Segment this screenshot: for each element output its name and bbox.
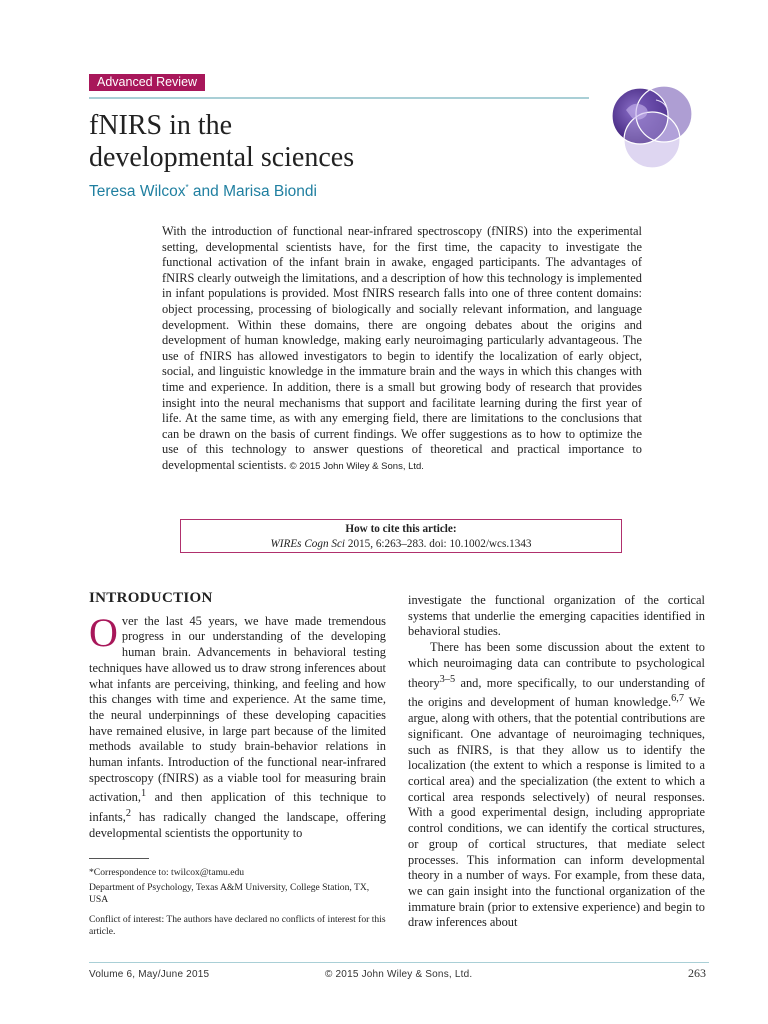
citation-text — [181, 537, 621, 552]
page-number: 263 — [688, 966, 706, 980]
footer-copyright: © 2015 John Wiley & Sons, Ltd. — [325, 969, 473, 980]
intro-paragraph-2 — [408, 640, 705, 931]
article-type-badge: Advanced Review — [89, 74, 205, 91]
citation-box — [180, 519, 622, 553]
intro-p2-part-b: and, more specifically, to our understanding of the origins and development of human knowledge. — [408, 675, 705, 710]
intro-p1-continued: investigate the functional organization of the cortical systems that underlie the emerging capacities identified in behavioral studies. — [408, 593, 705, 639]
section-heading-introduction: INTRODUCTION — [89, 590, 213, 606]
header-rule — [89, 97, 589, 99]
footer-rule — [89, 962, 709, 963]
correspondence-mark: * — [185, 183, 189, 192]
citation-details: 2015, 6:263–283. doi: 10.1002/wcs.1343 — [345, 538, 532, 550]
drop-cap: O — [89, 609, 118, 655]
intro-paragraph-1 — [89, 609, 386, 842]
citation-heading: How to cite this article: — [345, 523, 457, 535]
footnote-rule — [89, 858, 149, 859]
article-title — [89, 110, 354, 174]
reference-2[interactable]: 2 — [125, 808, 131, 820]
author-first: Teresa Wilcox — [89, 183, 186, 201]
footnote-conflict: Conflict of interest: The authors have declared no conflicts of interest for this article. — [89, 914, 386, 937]
intro-p1-part-a: ver the last 45 years, we have made tremendous progress in our understanding of the developing human brain. Advancements in behavioral testing techniques have allowed us to draw strong inferences about what infants are perceiving, thinking, and feeling and how this changes with time and experience. At the same time, the neural underpinnings of these developing capacities have remained elusive, in large part because of the limited methods available to study brain-behavior relations in human infants. Introduction of the functional near-infrared spectroscopy (fNIRS) as a viable tool for measuring brain activation, — [89, 613, 386, 805]
author-rest: and Marisa Biondi — [188, 183, 317, 201]
authors — [89, 183, 317, 201]
intro-p2-part-c: We argue, along with others, that the potential contributions are significant. One advantage of neuroimaging techniques, such as fNIRS, is that they allow us to identify the localization (the extent to which a response is limited to a cortical area) and the specialization (the extent to which a cortical area responds selectively) of neural responses. With a good experimental design, including appropriate control conditions, we can identify the cortical structures, or group of cortical structures, that mediate select processes. This information can inform developmental theory in a number of ways. For example, from these data, we can gain insight into the functional organization of the immature brain (prior to extensive experience) and begin to draw inferences about — [408, 695, 705, 930]
left-column — [89, 591, 386, 842]
intro-p2-part-a: There has been some discussion about the extent to which neuroimaging data can contribute to psychological theory — [408, 640, 705, 690]
intro-p1-part-c: has radically changed the landscape, offering developmental scientists the opportunity to — [89, 810, 386, 841]
journal-logo — [604, 80, 700, 176]
abstract-copyright: © 2015 John Wiley & Sons, Ltd. — [289, 460, 424, 472]
intro-p1-part-b: and then application of this technique to infants, — [89, 790, 386, 825]
footer-volume: Volume 6, May/June 2015 — [89, 969, 210, 980]
title-line-1: fNIRS in the — [89, 110, 233, 141]
citation-journal: WIREs Cogn Sci — [270, 538, 346, 550]
title-line-2: developmental sciences — [89, 142, 355, 173]
reference-3[interactable]: 3–5 — [439, 673, 456, 685]
reference-4[interactable]: 6,7 — [671, 693, 684, 705]
abstract — [162, 224, 642, 475]
footnote-department: Department of Psychology, Texas A&M University, College Station, TX, USA — [89, 882, 370, 905]
footnote-correspondence: *Correspondence to: twilcox@tamu.edu — [89, 867, 245, 878]
right-column — [408, 593, 705, 931]
reference-1[interactable]: 1 — [140, 788, 147, 800]
abstract-text: With the introduction of functional near-infrared spectroscopy (fNIRS) into the experimental setting, developmental scientists have, for the first time, the capacity to investigate the functional activation of the infant brain in awake, engaged participants. The advantages of fNIRS clearly outweigh the limitations, and a description of how this technology is implemented in infant populations is provided. Most fNIRS research falls into one of three content domains: object processing, processing of biologically and socially relevant information, and language development. Within these domains, there are ongoing debates about the origins and development of human knowledge, making early neuroimaging particularly advantageous. The use of fNIRS has allowed investigators to begin to identify the localization of early object, social, and linguistic knowledge in the immature brain and the ways in which this changes with time and experience. In addition, there is a small but growing body of research that provides insight into the neural mechanisms that support and facilitate learning during the first year of life. At the same time, as with any emerging field, there are limitations to the conclusions that can be drawn on the basis of current findings. We offer suggestions as to how to optimize the use of this technology to answer questions of theoretical and practical importance to developmental scientists. — [162, 224, 642, 472]
